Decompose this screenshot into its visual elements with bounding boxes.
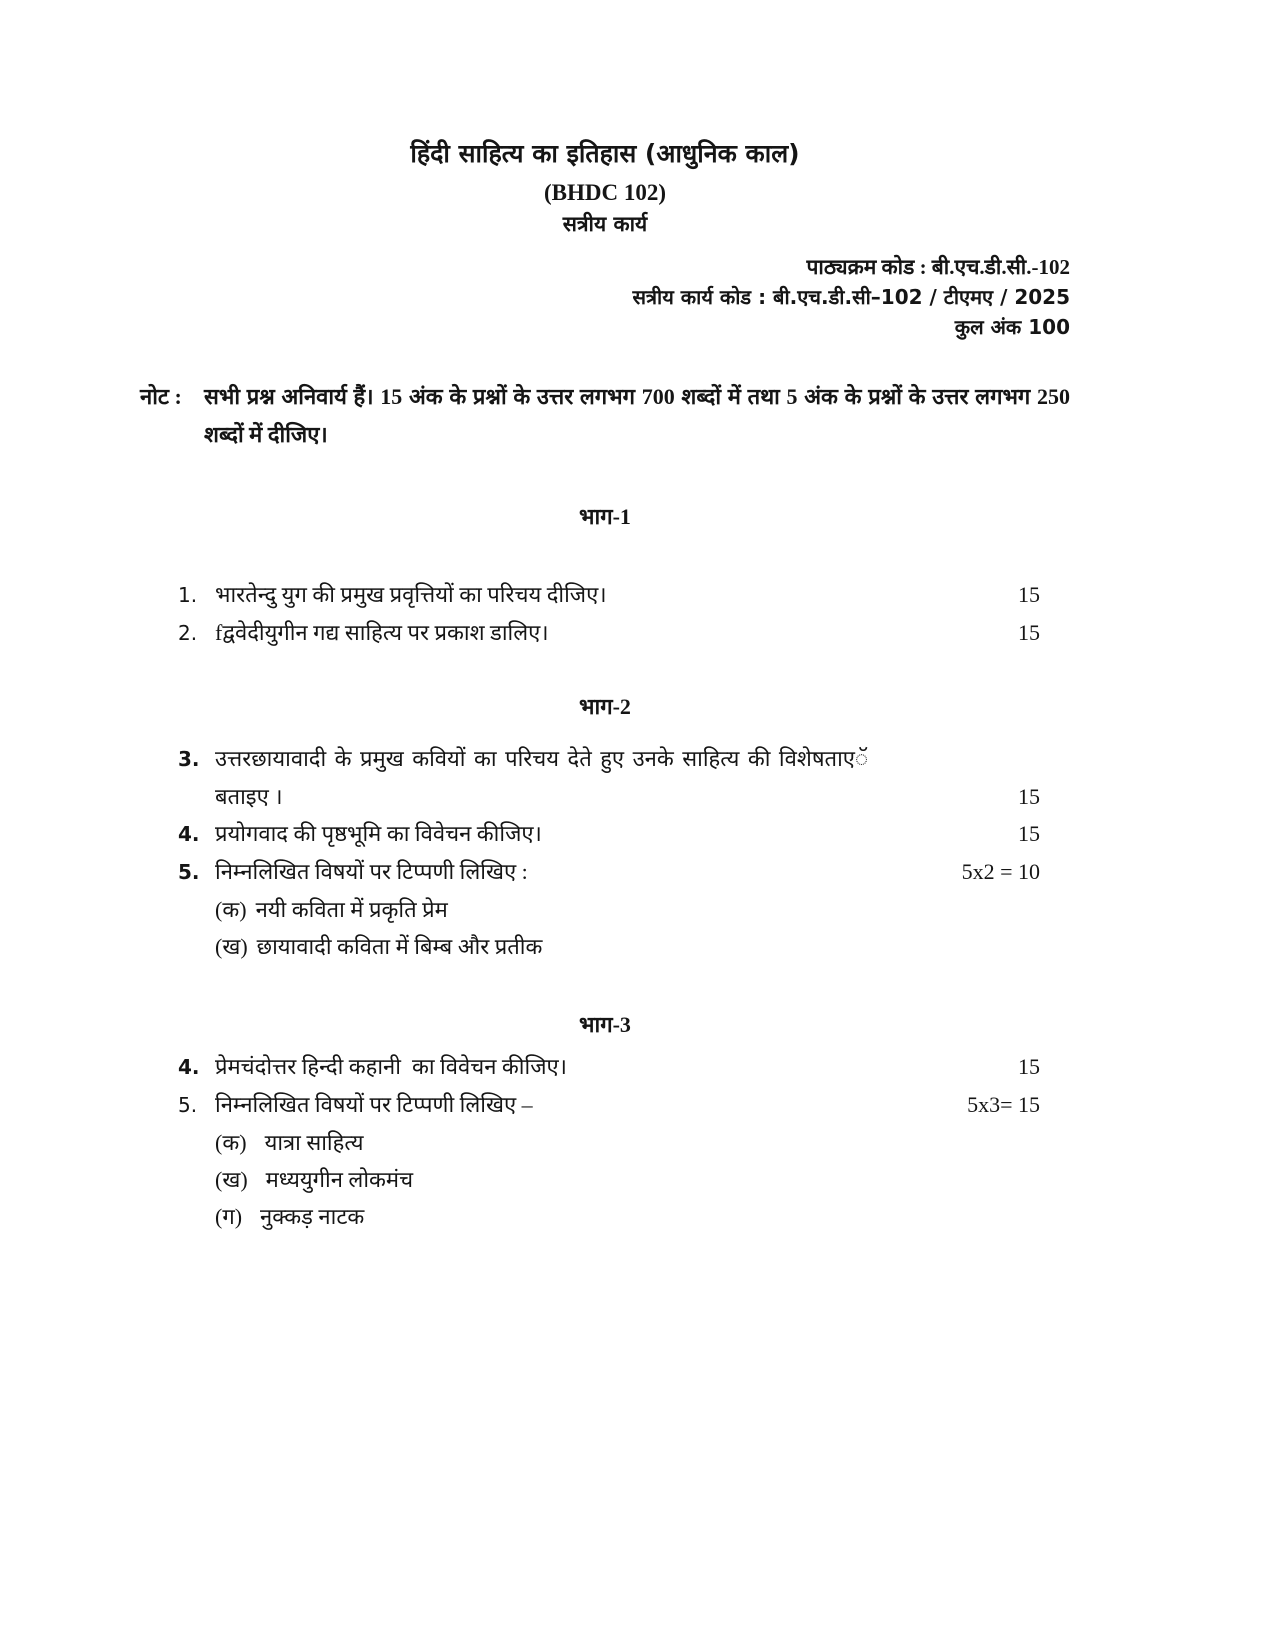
total-marks-line: कुल अंक 100 — [954, 315, 1070, 339]
subitem-text — [215, 1124, 930, 1161]
question-number: 5. — [178, 860, 200, 884]
section-heading-part2: भाग-2 — [579, 694, 631, 719]
question-subitem-row — [178, 891, 1040, 928]
subitem-label: (क) — [215, 897, 247, 922]
question-text: बताइए । — [215, 784, 283, 809]
assignment-meta — [140, 252, 1070, 342]
question-number: 4. — [178, 822, 200, 846]
question-marks: 5x2 = 10 — [961, 859, 1040, 884]
question-text: निम्नलिखित विषयों पर टिप्पणी लिखिए – — [215, 1092, 533, 1117]
subitem-label: (ख) — [215, 1167, 248, 1192]
subitem-value: नुक्कड़ नाटक — [260, 1204, 365, 1229]
question-number: 1. — [178, 583, 198, 607]
question-number: 3. — [178, 747, 200, 771]
document-header — [140, 138, 1070, 238]
question-text: उत्तरछायावादी के प्रमुख कवियों का परिचय देते हुए उनके साहित्य की विशेषताएॅ — [215, 746, 869, 771]
assignment-type: सत्रीय कार्य — [562, 212, 648, 236]
note-paragraph — [140, 378, 1070, 454]
question-block-part2 — [178, 740, 1040, 965]
question-row — [178, 853, 1040, 891]
question-number: 5. — [178, 1093, 198, 1117]
question-row — [178, 614, 1040, 652]
question-subitem-row — [178, 1124, 1040, 1161]
subitem-text — [215, 1161, 930, 1198]
subitem-text — [215, 928, 930, 965]
subitem-text — [215, 891, 930, 928]
subitem-label: (ग) — [215, 1204, 243, 1229]
question-text: प्रेमचंदोत्तर हिन्दी कहानी का विवेचन कीजिए। — [215, 1054, 568, 1079]
question-row — [178, 740, 1040, 778]
question-text: भारतेन्दु युग की प्रमुख प्रवृत्तियों का परिचय दीजिए। — [215, 582, 607, 607]
question-text: fद्ववेदीयुगीन गद्य साहित्य पर प्रकाश डालिए। — [215, 620, 549, 645]
subitem-text — [215, 1198, 930, 1235]
question-row — [178, 815, 1040, 853]
question-marks: 15 — [1018, 1054, 1040, 1079]
question-row-continued — [178, 778, 1040, 815]
question-marks: 15 — [1018, 620, 1040, 645]
question-text: प्रयोगवाद की पृष्ठभूमि का विवेचन कीजिए। — [215, 821, 542, 846]
course-code: (BHDC 102) — [543, 180, 667, 205]
subitem-label: (क) — [215, 1130, 247, 1155]
question-subitem-row — [178, 928, 1040, 965]
section-heading-part3: भाग-3 — [579, 1012, 631, 1037]
question-row — [178, 1086, 1040, 1124]
question-subitem-row — [178, 1198, 1040, 1235]
question-marks: 15 — [1018, 784, 1040, 809]
question-row — [178, 1048, 1040, 1086]
question-row — [178, 576, 1040, 614]
note-text: सभी प्रश्न अनिवार्य हैं। 15 अंक के प्रश्नों के उत्तर लगभग 700 शब्दों में तथा 5 अंक के प्रश्नों के उत्तर लगभग 250 शब्दों में दीजिए। — [204, 384, 1070, 447]
note-label: नोट : — [140, 384, 182, 409]
question-marks: 15 — [1018, 821, 1040, 846]
subitem-value: यात्रा साहित्य — [264, 1130, 364, 1155]
question-block-part3 — [178, 1048, 1040, 1235]
subitem-label: (ख) — [215, 934, 248, 959]
question-text: निम्नलिखित विषयों पर टिप्पणी लिखिए : — [215, 859, 528, 884]
question-number: 2. — [178, 621, 198, 645]
course-code-line: पाठ्यक्रम कोड : बी.एच.डी.सी.-102 — [806, 255, 1070, 279]
question-marks: 5x3= 15 — [967, 1092, 1040, 1117]
subitem-value: छायावादी कविता में बिम्ब और प्रतीक — [256, 934, 543, 959]
question-marks: 15 — [1018, 582, 1040, 607]
question-subitem-row — [178, 1161, 1040, 1198]
question-number: 4. — [178, 1055, 200, 1079]
subitem-value: मध्ययुगीन लोकमंच — [265, 1167, 414, 1192]
question-block-part1 — [178, 576, 1040, 652]
section-heading-part1: भाग-1 — [579, 504, 631, 529]
subitem-value: नयी कविता में प्रकृति प्रेम — [255, 897, 448, 922]
page-title: हिंदी साहित्य का इतिहास (आधुनिक काल) — [410, 139, 800, 168]
assignment-code-line: सत्रीय कार्य कोड : बी.एच.डी.सी–102 / टीएमए / 2025 — [632, 285, 1070, 309]
